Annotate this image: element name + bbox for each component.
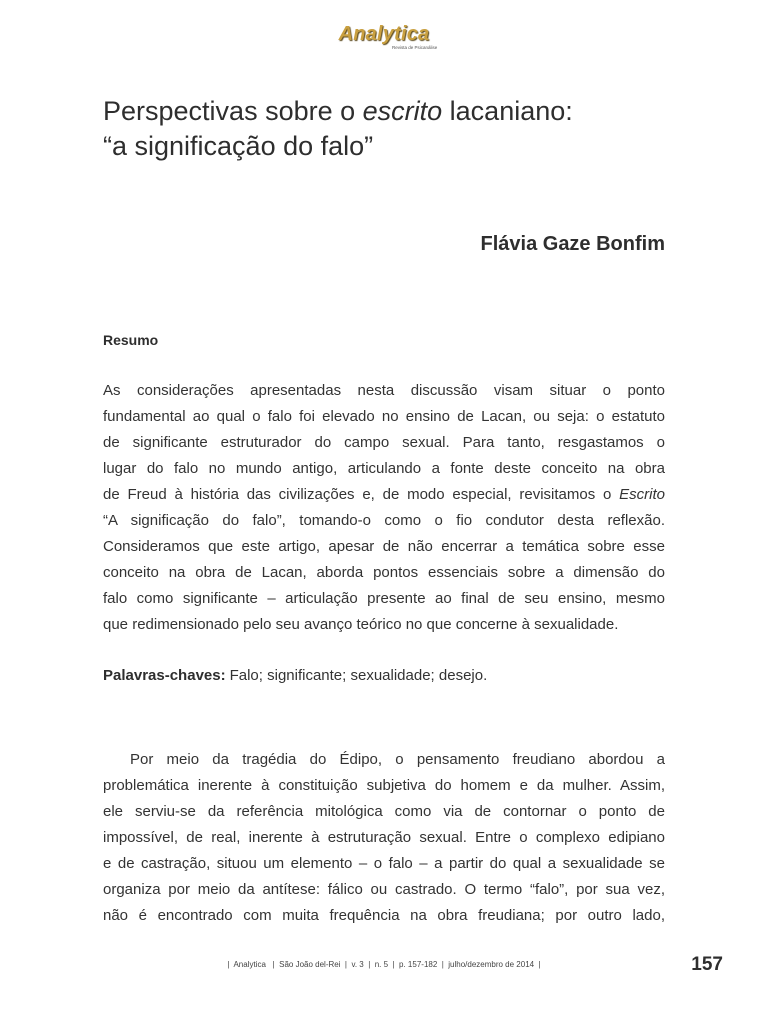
title-text: lacaniano:: [442, 96, 573, 126]
body-line: impossível, de real, inerente à estruturação sexual. Entre o complexo edipiano: [103, 829, 665, 846]
abstract-heading: Resumo: [103, 332, 159, 348]
article-author: Flávia Gaze Bonfim: [480, 233, 665, 255]
body-paragraph: [103, 747, 665, 929]
abstract-line: As considerações apresentadas nesta discussão visam situar o ponto: [103, 382, 665, 399]
body-line: problemática inerente à constituição subjetiva do homem e da mulher. Assim,: [103, 777, 665, 794]
title-text: Perspectivas sobre o: [103, 96, 363, 126]
abstract-line: [103, 482, 665, 508]
keywords: [103, 663, 487, 689]
abstract-line: conceito na obra de Lacan, aborda pontos essenciais sobre a dimensão do: [103, 564, 665, 581]
abstract-line: Consideramos que este artigo, apesar de não encerrar a temática sobre esse: [103, 538, 665, 555]
abstract-italic-term: Escrito: [619, 486, 665, 503]
abstract-line: “A significação do falo”, tomando-o como o fio condutor desta reflexão.: [103, 512, 665, 529]
abstract-paragraph: [103, 378, 665, 638]
keywords-values: Falo; significante; sexualidade; desejo.: [229, 667, 488, 684]
article-title-line-1: [103, 94, 573, 129]
abstract-line-text: de Freud à história das civilizações e, de modo especial, revisitamos o: [103, 486, 620, 503]
article-title: [103, 94, 573, 164]
body-line: organiza por meio da antítese: fálico ou castrado. O termo “falo”, por sua vez,: [103, 881, 665, 898]
page-number: 157: [691, 954, 723, 975]
journal-logo: Analytica: [338, 23, 430, 45]
title-italic-text: escrito: [362, 96, 443, 126]
body-line: ele serviu-se da referência mitológica como via de contornar o ponto de: [103, 803, 665, 820]
abstract-line: lugar do falo no mundo antigo, articulando a fonte deste conceito na obra: [103, 460, 665, 477]
journal-citation-footer: | Analytica | São João del-Rei | v. 3 | n. 5 | p. 157-182 | julho/dezembro de 2014 |: [227, 960, 541, 969]
body-line: Por meio da tragédia do Édipo, o pensamento freudiano abordou a: [130, 751, 665, 768]
body-line: não é encontrado com muita frequência na obra freudiana; por outro lado,: [103, 907, 665, 924]
keywords-label: Palavras-chaves:: [103, 667, 226, 684]
journal-logo-subtitle: Revista de Psicanálise: [392, 45, 438, 50]
abstract-line: de significante estruturador do campo sexual. Para tanto, resgastamos o: [103, 434, 665, 451]
body-line: e de castração, situou um elemento – o falo – a partir do qual a sexualidade se: [103, 855, 665, 872]
abstract-line: que redimensionado pelo seu avanço teórico no que concerne à sexualidade.: [103, 616, 619, 633]
abstract-line: fundamental ao qual o falo foi elevado no ensino de Lacan, ou seja: o estatuto: [103, 408, 665, 425]
article-title-line-2: “a significação do falo”: [103, 131, 374, 161]
abstract-line: falo como significante – articulação presente ao final de seu ensino, mesmo: [103, 590, 665, 607]
